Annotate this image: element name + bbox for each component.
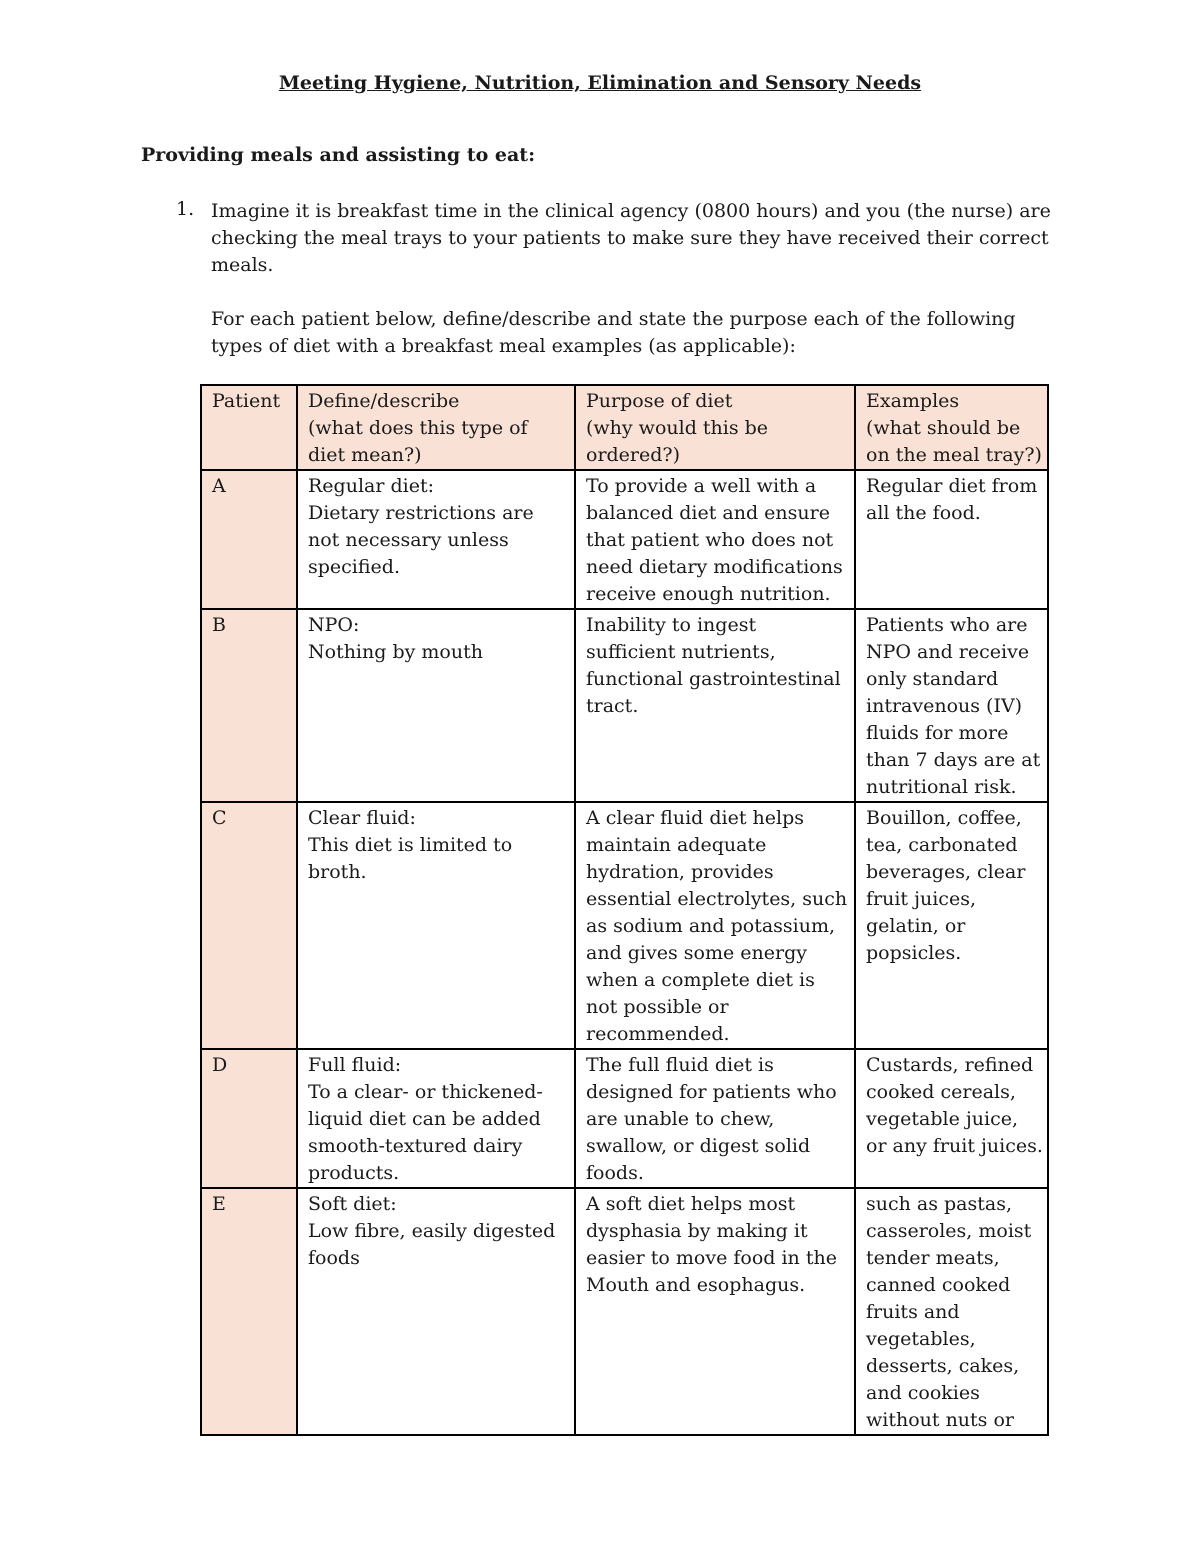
examples-cell: such as pastas, casseroles, moist tender meats, canned cooked fruits and vegetables, desserts, cakes, and cookies without nuts or — [855, 1188, 1048, 1435]
diet-name: Clear fluid: — [308, 807, 416, 829]
section-heading: Providing meals and assisting to eat: — [141, 144, 536, 166]
table-row — [201, 609, 1048, 802]
define-cell — [297, 470, 575, 609]
table-row — [201, 802, 1048, 1049]
define-cell — [297, 1049, 575, 1188]
purpose-cell: The full fluid diet is designed for patients who are unable to chew, swallow, or digest solid foods. — [575, 1049, 855, 1188]
header-examples-sub: (what should be on the meal tray?) — [866, 417, 1042, 466]
diet-name: Soft diet: — [308, 1193, 397, 1215]
header-purpose-title: Purpose of diet — [586, 390, 733, 412]
question-instruction: For each patient below, define/describe and state the purpose each of the following types of diet with a breakfast meal examples (as applicable): — [211, 308, 1016, 357]
patient-cell: C — [201, 802, 297, 1049]
patient-cell: A — [201, 470, 297, 609]
table-row — [201, 1188, 1048, 1435]
define-cell — [297, 609, 575, 802]
diet-description: Nothing by mouth — [308, 641, 483, 663]
table-row — [201, 1049, 1048, 1188]
header-patient — [201, 385, 297, 470]
header-define — [297, 385, 575, 470]
patient-cell: D — [201, 1049, 297, 1188]
diet-description: This diet is limited to broth. — [308, 834, 513, 883]
header-define-title: Define/describe — [308, 390, 460, 412]
define-cell — [297, 1188, 575, 1435]
examples-cell: Regular diet from all the food. — [855, 470, 1048, 609]
header-examples-title: Examples — [866, 390, 960, 412]
header-patient-label: Patient — [212, 390, 281, 412]
header-examples — [855, 385, 1048, 470]
question-text: Imagine it is breakfast time in the clinical agency (0800 hours) and you (the nurse) are checking the meal trays to your patients to make sure they have received their correct meals. — [211, 200, 1051, 276]
header-purpose — [575, 385, 855, 470]
purpose-cell: Inability to ingest sufficient nutrients, functional gastrointestinal tract. — [575, 609, 855, 802]
define-cell — [297, 802, 575, 1049]
examples-cell: Custards, refined cooked cereals, vegetable juice, or any fruit juices. — [855, 1049, 1048, 1188]
diet-name: Full fluid: — [308, 1054, 402, 1076]
examples-cell: Bouillon, coffee, tea, carbonated beverages, clear fruit juices, gelatin, or popsicles. — [855, 802, 1048, 1049]
diet-name: NPO: — [308, 614, 360, 636]
diet-description: Dietary restrictions are not necessary unless specified. — [308, 502, 534, 578]
header-define-sub: (what does this type of diet mean?) — [308, 417, 528, 466]
purpose-cell: To provide a well with a balanced diet and ensure that patient who does not need dietary modifications receive enough nutrition. — [575, 470, 855, 609]
purpose-cell: A soft diet helps most dysphasia by making it easier to move food in the Mouth and esophagus. — [575, 1188, 855, 1435]
diet-description: To a clear- or thickened-liquid diet can be added smooth-textured dairy products. — [308, 1081, 543, 1184]
diet-name: Regular diet: — [308, 475, 434, 497]
diet-description: Low fibre, easily digested foods — [308, 1220, 556, 1269]
purpose-cell: A clear fluid diet helps maintain adequate hydration, provides essential electrolytes, such as sodium and potassium, and gives some energy when a complete diet is not possible or recommended. — [575, 802, 855, 1049]
examples-cell: Patients who are NPO and receive only standard intravenous (IV) fluids for more than 7 days are at nutritional risk. — [855, 609, 1048, 802]
table-row — [201, 470, 1048, 609]
header-purpose-sub: (why would this be ordered?) — [586, 417, 769, 466]
document-title: Meeting Hygiene, Nutrition, Elimination and Sensory Needs — [278, 72, 922, 94]
patient-cell: B — [201, 609, 297, 802]
patient-cell: E — [201, 1188, 297, 1435]
question-number: 1. — [176, 198, 195, 220]
table-header-row — [201, 385, 1048, 470]
diet-table — [200, 384, 1049, 1436]
